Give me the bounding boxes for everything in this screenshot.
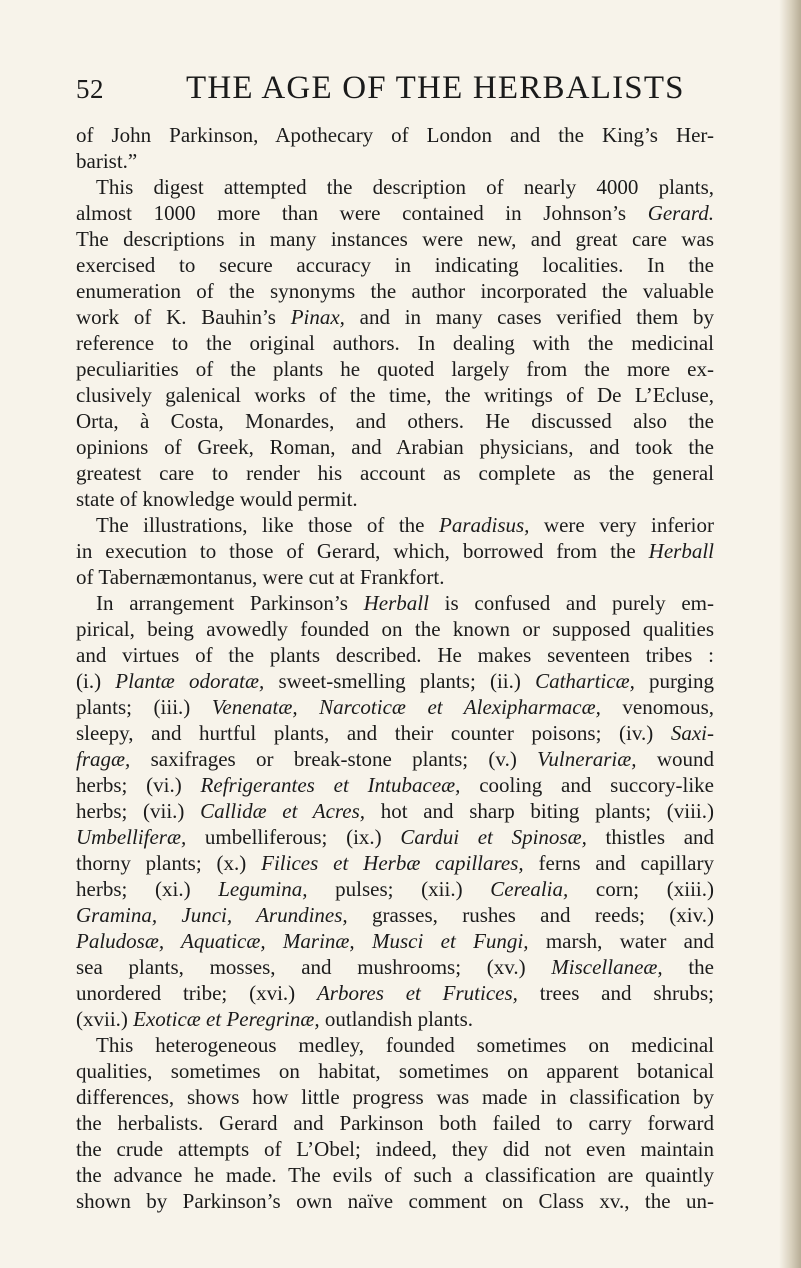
text-run: (i.): [76, 669, 116, 693]
text-line: [76, 590, 714, 616]
text-run: (xvii.): [76, 1007, 134, 1031]
text-line: [76, 1188, 714, 1214]
italic-text: Pinax,: [290, 305, 345, 329]
text-line: [76, 122, 714, 148]
italic-text: Gramina, Junci, Arundines,: [76, 903, 348, 927]
text-run: of John Parkinson, Apothecary of London and the King’s Her-: [76, 123, 714, 147]
text-run: and in many cases verified them by: [344, 305, 714, 329]
italic-text: Gerard.: [647, 201, 714, 225]
text-line: [76, 304, 714, 330]
italic-text: fragæ,: [76, 747, 131, 771]
text-line: [76, 1006, 714, 1032]
italic-text: Callidæ et Acres,: [200, 799, 366, 823]
italic-text: Paradisus,: [439, 513, 530, 537]
text-run: venomous,: [600, 695, 715, 719]
text-run: wound: [636, 747, 715, 771]
running-title: THE AGE OF THE HERBALISTS: [186, 70, 685, 106]
italic-text: Vulnerariæ,: [537, 747, 637, 771]
text-line: [76, 538, 714, 564]
italic-text: Exoticæ et Peregrinæ,: [133, 1007, 320, 1031]
text-run: reference to the original authors. In dealing with the medicinal: [76, 331, 714, 355]
text-run: trees and shrubs;: [517, 981, 714, 1005]
text-run: saxifrages or break-stone plants; (v.): [130, 747, 538, 771]
text-run: ferns and capillary: [523, 851, 714, 875]
text-run: peculiarities of the plants he quoted largely from the more ex-: [76, 357, 714, 381]
text-run: work of K. Bauhin’s: [76, 305, 291, 329]
text-run: state of knowledge would permit.: [76, 487, 358, 511]
text-line: [76, 1058, 714, 1084]
text-run: clusively galenical works of the time, the writings of De L’Ecluse,: [76, 383, 714, 407]
text-run: the: [662, 955, 715, 979]
italic-text: Herball: [363, 591, 429, 615]
text-line: [76, 226, 714, 252]
text-run: herbs; (xi.): [76, 877, 219, 901]
text-run: almost 1000 more than were contained in Johnson’s: [76, 201, 648, 225]
text-line: [76, 798, 714, 824]
text-run: thistles and: [586, 825, 715, 849]
text-run: umbelliferous; (ix.): [186, 825, 401, 849]
text-run: is confused and purely em-: [428, 591, 714, 615]
text-line: [76, 954, 714, 980]
text-line: [76, 902, 714, 928]
text-line: [76, 616, 714, 642]
text-line: [76, 1162, 714, 1188]
text-run: plants; (iii.): [76, 695, 212, 719]
italic-text: Paludosæ, Aquaticæ, Marinæ, Musci et Fungi,: [76, 929, 529, 953]
text-line: [76, 1136, 714, 1162]
text-line: [76, 356, 714, 382]
text-run: The illustrations, like those of the: [96, 513, 439, 537]
italic-text: Cerealia,: [490, 877, 569, 901]
text-line: [76, 1110, 714, 1136]
text-line: [76, 148, 714, 174]
text-line: [76, 278, 714, 304]
text-run: herbs; (vi.): [76, 773, 201, 797]
text-line: [76, 668, 714, 694]
text-run: The descriptions in many instances were new, and great care was: [76, 227, 714, 251]
text-run: greatest care to render his account as complete as the general: [76, 461, 714, 485]
italic-text: Refrigerantes et Intubaceæ,: [200, 773, 461, 797]
text-run: grasses, rushes and reeds; (xiv.): [347, 903, 714, 927]
italic-text: Cardui et Spinosæ,: [400, 825, 587, 849]
text-line: [76, 200, 714, 226]
text-line: [76, 824, 714, 850]
text-run: cooling and succory-like: [460, 773, 714, 797]
text-line: [76, 408, 714, 434]
text-run: barist.”: [76, 149, 138, 173]
text-line: [76, 1084, 714, 1110]
text-line: [76, 564, 714, 590]
text-line: [76, 928, 714, 954]
text-line: [76, 382, 714, 408]
text-line: [76, 642, 714, 668]
page-number: 52: [76, 74, 104, 104]
italic-text: Venenatæ, Narcoticæ et Alexipharmacæ,: [211, 695, 601, 719]
text-run: Orta, à Costa, Monardes, and others. He discussed also the: [76, 409, 714, 433]
text-run: In arrangement Parkinson’s: [96, 591, 364, 615]
italic-text: Filices et Herbæ capillares,: [261, 851, 524, 875]
text-run: pulses; (xii.): [307, 877, 491, 901]
text-line: [76, 876, 714, 902]
text-run: in execution to those of Gerard, which, borrowed from the: [76, 539, 649, 563]
text-line: [76, 720, 714, 746]
italic-text: Saxi-: [670, 721, 714, 745]
text-run: unordered tribe; (xvi.): [76, 981, 317, 1005]
text-run: qualities, sometimes on habitat, sometimes on apparent botanical: [76, 1059, 714, 1083]
italic-text: Umbelliferæ,: [76, 825, 187, 849]
text-run: purging: [634, 669, 714, 693]
text-run: corn; (xiii.): [568, 877, 714, 901]
text-run: sea plants, mosses, and mushrooms; (xv.): [76, 955, 552, 979]
text-run: outlandish plants.: [319, 1007, 474, 1031]
text-run: the advance he made. The evils of such a classification are quaintly: [76, 1163, 714, 1187]
text-line: [76, 772, 714, 798]
text-run: and virtues of the plants described. He makes seventeen tribes :: [76, 643, 714, 667]
text-run: differences, shows how little progress was made in classification by: [76, 1085, 714, 1109]
italic-text: Legumina,: [218, 877, 308, 901]
italic-text: Catharticæ,: [535, 669, 635, 693]
text-run: This digest attempted the description of nearly 4000 plants,: [96, 175, 714, 199]
text-run: shown by Parkinson’s own naïve comment on Class xv., the un-: [76, 1189, 714, 1213]
text-run: exercised to secure accuracy in indicating localities. In the: [76, 253, 714, 277]
running-head: [76, 70, 716, 110]
text-line: [76, 1032, 714, 1058]
text-line: [76, 694, 714, 720]
text-run: the herbalists. Gerard and Parkinson both failed to carry forward: [76, 1111, 714, 1135]
text-line: [76, 850, 714, 876]
page-edge-shadow: [779, 0, 801, 1268]
italic-text: Herball: [648, 539, 714, 563]
text-run: pirical, being avowedly founded on the known or supposed qualities: [76, 617, 714, 641]
text-line: [76, 252, 714, 278]
text-run: the crude attempts of L’Obel; indeed, they did not even maintain: [76, 1137, 714, 1161]
body-text: [76, 122, 714, 1214]
italic-text: Miscellaneæ,: [551, 955, 663, 979]
text-line: [76, 512, 714, 538]
text-run: hot and sharp biting plants; (viii.): [365, 799, 714, 823]
text-line: [76, 434, 714, 460]
text-line: [76, 486, 714, 512]
text-run: sleepy, and hurtful plants, and their counter poisons; (iv.): [76, 721, 671, 745]
italic-text: Plantæ odoratæ,: [115, 669, 265, 693]
text-run: herbs; (vii.): [76, 799, 201, 823]
text-run: were very inferior: [529, 513, 715, 537]
text-run: sweet-smelling plants; (ii.): [264, 669, 536, 693]
text-line: [76, 746, 714, 772]
text-run: enumeration of the synonyms the author incorporated the valuable: [76, 279, 714, 303]
text-run: opinions of Greek, Roman, and Arabian physicians, and took the: [76, 435, 714, 459]
text-line: [76, 174, 714, 200]
text-run: thorny plants; (x.): [76, 851, 262, 875]
italic-text: Arbores et Frutices,: [316, 981, 518, 1005]
text-run: This heterogeneous medley, founded sometimes on medicinal: [96, 1033, 714, 1057]
text-run: marsh, water and: [528, 929, 714, 953]
text-line: [76, 980, 714, 1006]
text-line: [76, 330, 714, 356]
text-line: [76, 460, 714, 486]
text-run: of Tabernæmontanus, were cut at Frankfort.: [76, 565, 445, 589]
